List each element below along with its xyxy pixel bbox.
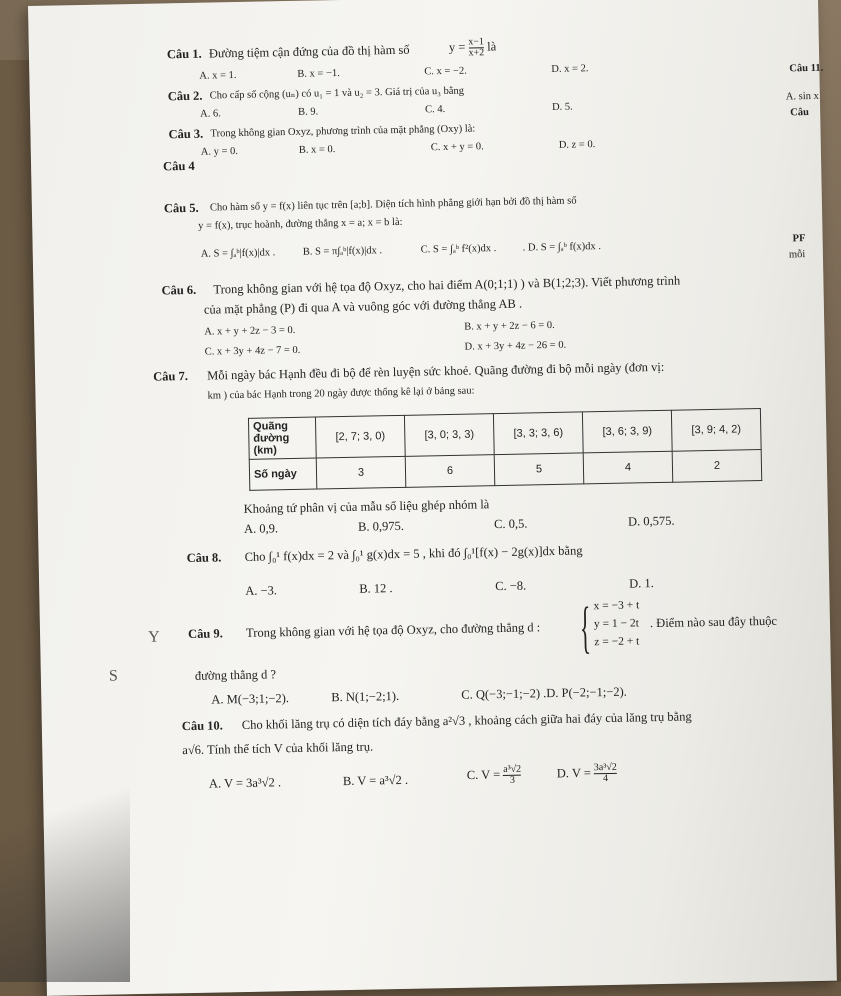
q9-label: Câu 9.	[187, 626, 223, 642]
q5-option-d[interactable]: . D. S = ∫ₐᵇ f(x)dx .	[522, 241, 602, 254]
side-moi-text: mỗi	[788, 249, 806, 261]
q2-option-b[interactable]: B. 9.	[297, 106, 319, 118]
q5-text-line1: Cho hàm số y = f(x) liên tục trên [a;b]. Diện tích hình phẳng giới hạn bởi đồ thị hàm số	[209, 195, 577, 214]
q2-option-a[interactable]: A. 6.	[200, 108, 221, 120]
table-cell: [2, 7; 3, 0)	[315, 415, 405, 458]
table-header-distance: Quãng đường (km)	[248, 417, 316, 459]
photo-shadow	[0, 700, 130, 982]
q9-option-b[interactable]: B. N(1;−2;1).	[331, 689, 400, 705]
q10-text-line2: a√6. Tính thể tích V của khối lăng trụ.	[182, 739, 374, 758]
table-header-days: Số ngày	[249, 458, 317, 490]
q3-option-c[interactable]: C. x + y = 0.	[430, 141, 484, 154]
q1-text: Đường tiệm cận đứng của đồ thị hàm số	[208, 42, 410, 61]
q6-option-b[interactable]: B. x + y + 2z − 6 = 0.	[464, 319, 555, 333]
q8-option-d[interactable]: D. 1.	[629, 576, 654, 591]
q7-option-b[interactable]: B. 0,975.	[357, 518, 405, 534]
q10-option-d[interactable]: D. V = $\frac{\text{3a³√2}}{4}$	[556, 761, 617, 785]
q2-option-d[interactable]: D. 5.	[551, 101, 573, 113]
q7-option-a[interactable]: A. 0,9.	[243, 521, 279, 536]
q6-option-c[interactable]: C. x + 3y + 4z − 7 = 0.	[204, 344, 301, 358]
q7-option-d[interactable]: D. 0,575.	[627, 513, 675, 529]
q3-option-a[interactable]: A. y = 0.	[200, 145, 239, 158]
q1-option-c[interactable]: C. x = −2.	[424, 65, 467, 78]
table-cell: 6	[405, 455, 495, 488]
q9-option-c[interactable]: C. Q(−3;−1;−2) .D. P(−2;−1;−2).	[461, 684, 627, 702]
q5-option-a[interactable]: A. S = ∫ₐᵇ|f(x)|dx .	[200, 247, 276, 260]
q3-option-d[interactable]: D. z = 0.	[558, 139, 596, 151]
q6-text-line1: Trong không gian với hệ tọa độ Oxyz, cho hai điểm A(0;1;1) ) và B(1;2;3). Viết phương trình	[213, 273, 681, 297]
q5-label: Câu 5.	[163, 200, 199, 216]
table-cell: [3, 6; 3, 9)	[582, 410, 672, 453]
q3-option-b[interactable]: B. x = 0.	[298, 144, 336, 156]
q9-system-line3: z = −2 + t	[594, 635, 640, 649]
q8-option-a[interactable]: A. −3.	[245, 583, 278, 598]
q2-option-c[interactable]: C. 4.	[424, 104, 446, 116]
side-q11-option-a: A. sin x	[785, 90, 819, 103]
q5-option-c[interactable]: C. S = ∫ₐᵇ f²(x)dx .	[420, 243, 497, 256]
table-cell: 4	[583, 451, 673, 484]
q8-text: Cho ∫₀¹ f(x)dx = 2 và ∫₀¹ g(x)dx = 5 , khi đó ∫₀¹[f(x) − 2g(x)]dx bằng	[244, 543, 583, 564]
q7-label: Câu 7.	[153, 369, 189, 384]
q6-label: Câu 6.	[161, 282, 197, 298]
table-cell: [3, 9; 4, 2)	[671, 409, 761, 452]
q3-label: Câu 3.	[168, 126, 204, 142]
side-pf-text: PF	[792, 233, 806, 245]
table-cell: 2	[672, 450, 762, 483]
q9-brace: {	[579, 594, 592, 660]
q10-option-a[interactable]: A. V = 3a³√2 .	[208, 775, 282, 791]
side-cau-label: Câu	[790, 107, 809, 119]
q9-option-a[interactable]: A. M(−3;1;−2).	[211, 691, 290, 707]
q9-text-after: . Điểm nào sau đây thuộc	[649, 613, 778, 631]
q7-text-line3: Khoảng tứ phân vị của mẫu số liệu ghép nhóm là	[243, 497, 490, 516]
q10-label: Câu 10.	[181, 718, 223, 734]
table-cell: [3, 3; 3, 6)	[493, 412, 583, 455]
table-cell: 3	[316, 456, 406, 489]
exam-sheet	[28, 0, 837, 996]
q1-label: Câu 1.	[166, 46, 202, 62]
q6-option-a[interactable]: A. x + y + 2z − 3 = 0.	[204, 324, 296, 338]
q9-text-line2: đường thẳng d ?	[194, 667, 277, 683]
q10-text-line1: Cho khối lăng trụ có diện tích đáy bằng a²√3 , khoảng cách giữa hai đáy của lăng trụ bằng	[241, 709, 692, 733]
q10-option-b[interactable]: B. V = a³√2 .	[342, 772, 409, 789]
q1-function: y = $\frac{x-1}{x+2}$ là	[448, 36, 497, 59]
q7-text-line2: km ) của bác Hạnh trong 20 ngày được thống kê lại ở bảng sau:	[207, 385, 475, 402]
q9-system-line2: y = 1 − 2t	[593, 617, 640, 631]
q1-option-d[interactable]: D. x = 2.	[551, 63, 589, 75]
q9-system-line1: x = −3 + t	[593, 599, 640, 613]
q7-text-line1: Mỗi ngày bác Hạnh đều đi bộ để rèn luyện sức khoẻ. Quãng đường đi bộ mỗi ngày (đơn vị:	[206, 359, 665, 383]
q6-text-line2: của mặt phẳng (P) đi qua A và vuông góc với đường thẳng AB .	[203, 296, 523, 317]
q7-frequency-table	[248, 408, 762, 491]
q4-label: Câu 4	[162, 158, 195, 174]
q1-option-b[interactable]: B. x = −1.	[297, 68, 340, 80]
q9-text: Trong không gian với hệ tọa độ Oxyz, cho đường thẳng d :	[245, 620, 541, 640]
q10-option-c[interactable]: C. V = $\frac{\text{a³√2}}{3}$	[466, 763, 522, 786]
side-q11-label: Câu 11.	[789, 62, 824, 75]
q2-label: Câu 2.	[167, 88, 203, 104]
q6-option-d[interactable]: D. x + 3y + 4z − 26 = 0.	[464, 339, 567, 353]
q8-option-c[interactable]: C. −8.	[495, 578, 527, 594]
q8-label: Câu 8.	[186, 550, 222, 566]
q5-text-line2: y = f(x), trục hoành, đường thẳng x = a; x = b là:	[198, 216, 403, 232]
q1-option-a[interactable]: A. x = 1.	[199, 70, 237, 82]
q2-text: Cho cấp số cộng (uₙ) có u₁ = 1 và u₂ = 3. Giá trị của u₃ bằng	[209, 85, 465, 102]
table-cell: [3, 0; 3, 3)	[404, 414, 494, 457]
q8-option-b[interactable]: B. 12 .	[359, 581, 393, 596]
q7-option-c[interactable]: C. 0,5.	[493, 516, 528, 532]
q3-text: Trong không gian Oxyz, phương trình của mặt phẳng (Oxy) là:	[210, 123, 476, 140]
handwritten-mark: Y	[147, 628, 160, 646]
table-cell: 5	[494, 453, 584, 486]
q5-option-b[interactable]: B. S = π∫ₐᵇ|f(x)|dx .	[302, 245, 383, 258]
handwritten-mark: S	[108, 667, 118, 685]
